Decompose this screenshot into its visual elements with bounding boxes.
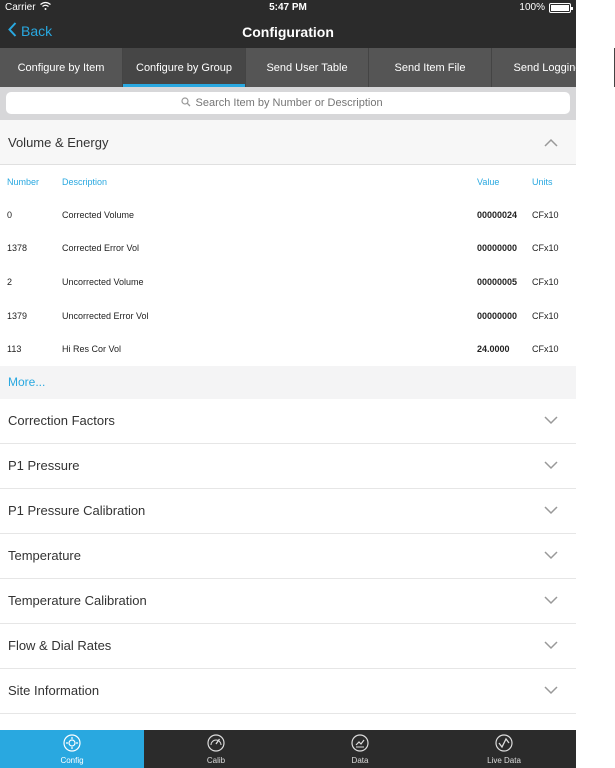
chevron-down-icon [544,684,558,698]
live-data-icon [495,734,513,754]
search-input[interactable] [196,97,396,109]
chevron-down-icon [544,549,558,563]
back-label: Back [21,23,53,39]
chevron-down-icon [544,414,558,428]
tab-label: Send User Table [266,61,348,74]
group-title: Temperature Calibration [8,593,147,609]
segment-tabs [0,48,593,87]
bottom-tab-label: Live Data [487,755,521,765]
tab-label: Send Item File [394,61,466,74]
item-units: CFx10 [532,310,559,321]
group-header-flow-dial-rates[interactable] [0,624,576,669]
table-row[interactable] [0,265,576,299]
item-number: 1379 [7,310,28,321]
item-value: 00000024 [477,209,518,220]
column-header-number: Number [7,176,40,187]
group-list [0,120,576,730]
item-description: Corrected Volume [62,209,135,220]
group-header-volume-energy[interactable] [0,120,576,165]
column-header-description: Description [62,176,108,187]
gauge-icon [207,734,225,754]
group-title: Temperature [8,548,81,564]
bottom-tab-config[interactable] [0,730,144,768]
tab-configure-by-group[interactable] [123,48,246,87]
item-value: 00000005 [477,276,518,287]
group-title: P1 Pressure Calibration [8,503,146,519]
item-value: 00000000 [477,310,518,321]
table-row[interactable] [0,299,576,333]
item-number: 2 [7,276,13,287]
battery-icon [549,3,571,13]
group-title: Flow & Dial Rates [8,638,112,654]
group-title: Site Information [8,683,100,699]
search-field[interactable] [6,92,570,114]
bottom-tab-label: Config [60,755,84,765]
item-units: CFx10 [532,344,559,355]
group-title: Correction Factors [8,413,115,429]
chevron-down-icon [544,639,558,653]
chevron-left-icon [8,22,17,40]
carrier-label: Carrier [5,2,36,13]
item-description: Corrected Error Vol [62,243,140,254]
item-number: 113 [7,344,22,355]
page-title: Configuration [242,24,334,40]
tab-send-item-file[interactable] [369,48,492,87]
tab-send-user-table[interactable] [246,48,369,87]
item-units: CFx10 [532,209,559,220]
tab-label: Configure by Item [17,61,105,74]
status-bar [0,0,576,16]
battery-label: 100% [519,2,545,13]
status-time: 5:47 PM [269,2,307,13]
group-title: P1 Pressure [8,458,80,474]
chevron-down-icon [544,459,558,473]
tab-label: Send Logging C [513,61,593,74]
item-units: CFx10 [532,276,559,287]
back-button[interactable] [8,22,52,40]
bottom-tab-label: Data [351,755,369,765]
gear-circle-icon [63,734,81,754]
group-header-correction-factors[interactable] [0,399,576,444]
bottom-tab-bar [0,730,576,768]
group-header-temperature[interactable] [0,534,576,579]
table-row[interactable] [0,198,576,232]
item-description: Hi Res Cor Vol [62,344,122,355]
item-value: 24.0000 [477,344,510,355]
group-header-temperature-calibration[interactable] [0,579,576,624]
table-row[interactable] [0,332,576,366]
group-header-site-information[interactable] [0,669,576,714]
item-description: Uncorrected Volume [62,276,144,287]
bottom-tab-live-data[interactable] [432,730,576,768]
chevron-down-icon [544,504,558,518]
navigation-bar [0,16,576,48]
chevron-down-icon [544,594,558,608]
search-bar [0,87,576,120]
table-row[interactable] [0,232,576,266]
item-units: CFx10 [532,243,559,254]
tab-label: Configure by Group [136,61,232,74]
group-header-p1-pressure-calibration[interactable] [0,489,576,534]
tab-send-logging[interactable] [492,48,615,87]
table-header [0,165,576,198]
item-description: Uncorrected Error Vol [62,310,149,321]
group-title: Volume & Energy [8,134,109,150]
column-header-units: Units [532,176,553,187]
item-number: 0 [7,209,13,220]
more-link[interactable]: More... [0,366,576,399]
search-icon [181,97,191,110]
chevron-up-icon [544,135,558,149]
data-icon [351,734,369,754]
tab-configure-by-item[interactable] [0,48,123,87]
item-value: 00000000 [477,243,518,254]
item-number: 1378 [7,243,28,254]
bottom-tab-label: Calib [206,755,226,765]
group-header-p1-pressure[interactable] [0,444,576,489]
column-header-value: Value [477,176,500,187]
bottom-tab-calib[interactable] [144,730,288,768]
bottom-tab-data[interactable] [288,730,432,768]
